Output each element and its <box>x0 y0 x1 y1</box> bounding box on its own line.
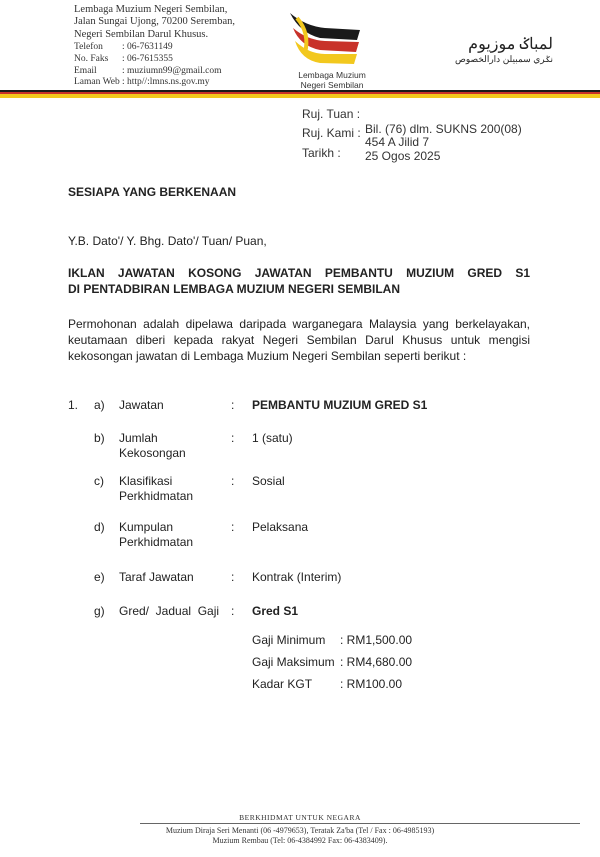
salary-row <box>252 633 452 648</box>
item-letter: c) <box>94 474 104 488</box>
salary-row <box>252 655 452 670</box>
list-number: 1. <box>68 398 79 412</box>
logo-caption-line: Negeri Sembilan <box>300 80 364 90</box>
item-value: Kontrak (Interim) <box>252 570 342 584</box>
item-letter: a) <box>94 398 105 412</box>
item-value: Sosial <box>252 474 285 488</box>
ruj-kami-line: Bil. (76) dlm. SUKNS 200(08) <box>365 122 522 136</box>
salary-value: : RM4,680.00 <box>340 655 413 669</box>
address-line: Jalan Sungai Ujong, 70200 Seremban, <box>74 16 235 28</box>
item-label: Jumlah <box>119 431 158 445</box>
addressee: SESIAPA YANG BERKENAAN <box>68 185 237 199</box>
contact-phone <box>74 42 222 54</box>
item-colon: : <box>231 398 235 412</box>
item-value: Pelaksana <box>252 520 309 534</box>
item-value: PEMBANTU MUZIUM GRED S1 <box>252 398 428 412</box>
salary-value: : RM100.00 <box>340 677 403 691</box>
contact-value: : 06-7615355 <box>122 53 173 64</box>
ruj-kami-label: Ruj. Kami : <box>302 126 361 140</box>
contact-value: : http//:lmns.ns.gov.my <box>122 77 210 88</box>
logo-caption-line: Lembaga Muzium <box>298 70 366 80</box>
jawi-title-text: لمباݢ موزيوم <box>468 36 553 53</box>
intro-line: kekosongan jawatan di Lembaga Muzium Negeri Sembilan seperti berikut : <box>68 349 467 363</box>
footer-contacts <box>0 826 600 846</box>
item-colon: : <box>231 604 235 618</box>
tarikh-label: Tarikh : <box>302 146 341 160</box>
item-colon: : <box>231 570 235 584</box>
contact-label: Laman Web <box>74 77 120 88</box>
subject <box>68 265 530 297</box>
item-value: Gred S1 <box>252 604 299 618</box>
jawi-title <box>445 36 553 65</box>
footer-line: Muzium Rembau (Tel: 06-4384992 Fax: 06-4383409). <box>212 836 388 845</box>
contact-label: No. Faks <box>74 53 109 64</box>
item-label: Perkhidmatan <box>119 489 194 503</box>
footer-line: Muzium Diraja Seri Menanti (06 -4979653), Teratak Za'ba (Tel / Fax : 06-4985193) <box>165 826 435 835</box>
subject-line: IKLAN JAWATAN KOSONG JAWATAN PEMBANTU MUZIUM GRED S1 <box>68 266 530 280</box>
item-label: Perkhidmatan <box>119 535 194 549</box>
item-letter: e) <box>94 570 105 584</box>
salary-value: : RM1,500.00 <box>340 633 413 647</box>
contact-web <box>74 77 222 89</box>
item-label: Kumpulan <box>119 520 174 534</box>
item-value: 1 (satu) <box>252 431 293 445</box>
logo-caption <box>292 70 372 90</box>
contact-value: : muziumn99@gmail.com <box>122 65 222 76</box>
item-letter: b) <box>94 431 105 445</box>
item-label: Taraf Jawatan <box>119 570 194 584</box>
reference-block <box>302 107 522 164</box>
item-colon: : <box>231 474 235 488</box>
item-label: Kekosongan <box>119 446 186 460</box>
header-stripe-yellow <box>0 94 600 98</box>
jawi-subtitle-text: نݢري سمبيلن دارالخصوص <box>454 54 553 64</box>
item-colon: : <box>231 520 235 534</box>
address-line: Lembaga Muzium Negeri Sembilan, <box>74 4 228 15</box>
salutation: Y.B. Dato'/ Y. Bhg. Dato'/ Tuan/ Puan, <box>68 234 267 248</box>
item-label: Klasifikasi <box>119 474 173 488</box>
item-colon: : <box>231 431 235 445</box>
footer-divider <box>140 823 580 824</box>
salary-label: Gaji Minimum <box>252 633 326 647</box>
salary-label: Gaji Maksimum <box>252 655 335 669</box>
salary-row <box>252 677 452 692</box>
ruj-tuan-label: Ruj. Tuan : <box>302 107 361 121</box>
address-line: Negeri Sembilan Darul Khusus. <box>74 28 209 40</box>
salary-label: Kadar KGT <box>252 677 313 691</box>
tarikh-value: 25 Ogos 2025 <box>365 149 441 163</box>
letterhead-contacts <box>74 42 222 89</box>
footer-motto: BERKHIDMAT UNTUK NEGARA <box>239 813 361 822</box>
item-letter: d) <box>94 520 105 534</box>
museum-logo-icon <box>285 8 365 68</box>
contact-email <box>74 66 222 78</box>
ruj-kami-value <box>365 123 522 149</box>
item-label: Jawatan <box>119 398 164 412</box>
letterhead-address <box>74 4 235 41</box>
contact-label: Telefon <box>74 42 103 52</box>
item-label: Gred/ Jadual Gaji <box>119 604 220 618</box>
item-letter: g) <box>94 604 105 618</box>
ruj-kami-line: 454 A Jilid 7 <box>365 135 430 149</box>
subject-line: DI PENTADBIRAN LEMBAGA MUZIUM NEGERI SEMBILAN <box>68 282 400 296</box>
contact-label: Email <box>74 65 97 76</box>
intro-paragraph <box>68 316 530 364</box>
intro-line: Permohonan adalah dipelawa daripada warganegara Malaysia yang berkelayakan, <box>68 317 530 331</box>
contact-fax <box>74 54 222 66</box>
intro-line: keutamaan diberi kepada rakyat Negeri Sembilan Darul Khusus untuk mengisi <box>68 333 530 347</box>
contact-value: : 06-7631149 <box>122 42 173 52</box>
